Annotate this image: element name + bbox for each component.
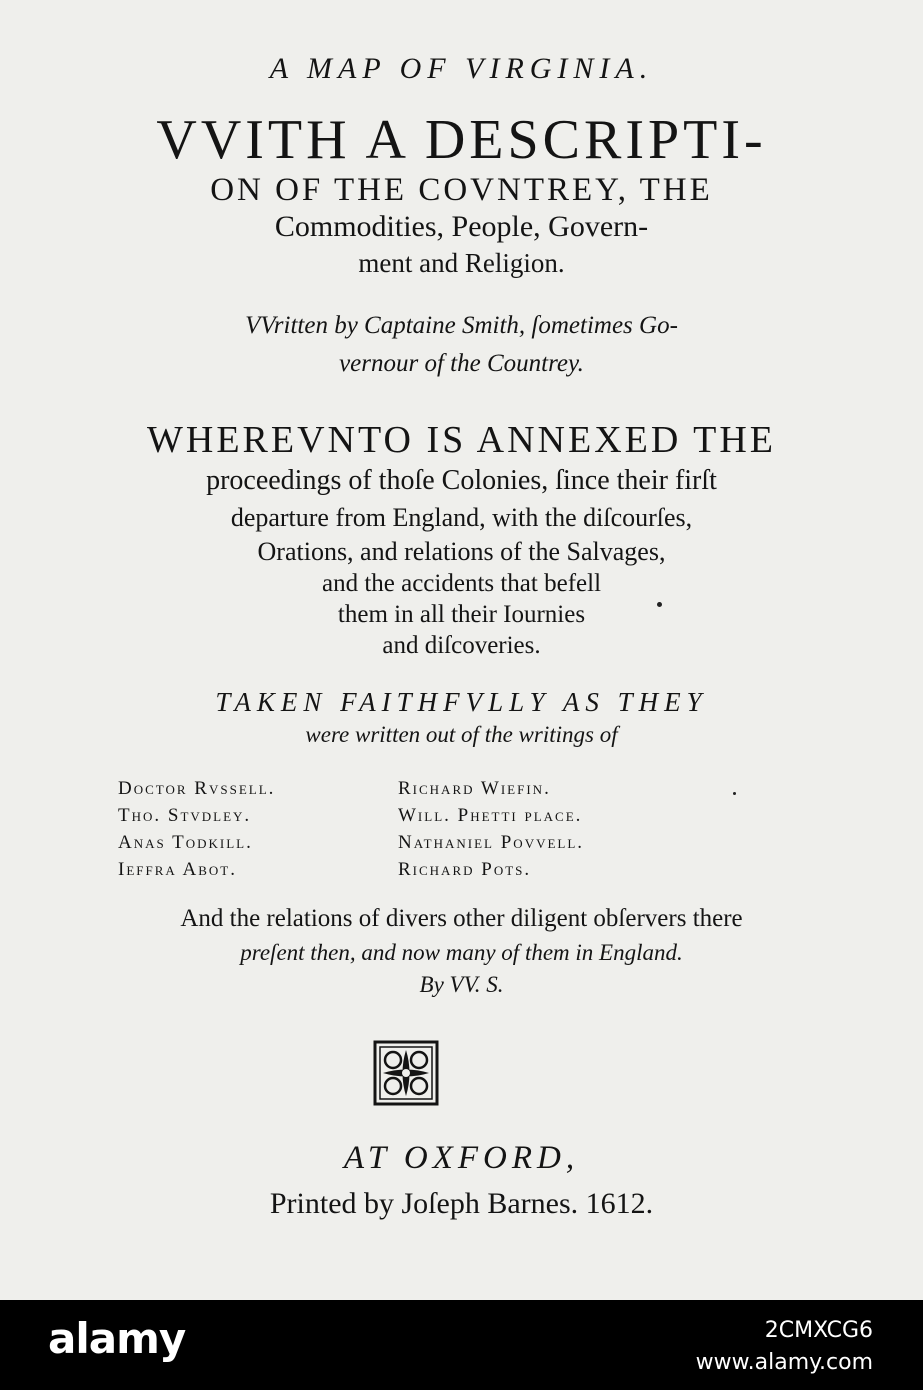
relations-line: preſent then, and now many of them in England. — [240, 940, 683, 965]
subtitle-line: ment and Religion. — [358, 248, 565, 278]
contributor-name: Will. Phetti place. — [398, 805, 583, 826]
relations-signature: By VV. S. — [419, 972, 504, 997]
contributor-name: Nathaniel Povvell. — [398, 832, 585, 853]
contributors-column-right — [398, 778, 584, 886]
contributor-name: Ieffra Abot. — [118, 859, 237, 880]
title-top: A MAP OF VIRGINIA. — [269, 52, 654, 85]
contributors-column-left — [118, 778, 275, 886]
title-main: VVITH A DESCRIPTI- — [156, 109, 767, 171]
subtitle-line: Commodities, People, Govern- — [274, 210, 649, 243]
relations-line: And the relations of divers other diligent obſervers there — [180, 905, 743, 932]
whereunto-line: them in all their Iournies — [337, 601, 586, 628]
taken-line: were written out of the writings of — [305, 722, 618, 747]
watermark-url: www.alamy.com — [695, 1350, 873, 1375]
subtitle-line: ON OF THE COVNTREY, THE — [210, 172, 713, 208]
contributor-name: Doctor Rvssell. — [118, 778, 276, 799]
contributor-name: Richard Wiefin. — [398, 778, 551, 799]
author-line: vernour of the Countrey. — [339, 350, 584, 377]
watermark-logo: alamy — [48, 1314, 186, 1363]
printers-ornament-icon — [373, 1040, 439, 1106]
author-line: VVritten by Captaine Smith, ſometimes Go- — [245, 312, 678, 339]
taken-heading: TAKEN FAITHFVLLY AS THEY — [215, 687, 708, 717]
contributor-name: Anas Todkill. — [118, 832, 253, 853]
imprint-printer: Printed by Joſeph Barnes. 1612. — [269, 1187, 654, 1220]
ink-speck — [657, 602, 662, 607]
contributor-name: Tho. Stvdley. — [118, 805, 252, 826]
contributor-name: Richard Pots. — [398, 859, 532, 880]
whereunto-line: and the accidents that befell — [321, 570, 602, 597]
imprint-place: AT OXFORD, — [343, 1140, 580, 1176]
watermark-image-id: 2CMXCG6 — [764, 1318, 873, 1343]
whereunto-line: and diſcoveries. — [382, 632, 541, 659]
whereunto-line: Orations, and relations of the Salvages, — [257, 537, 666, 566]
whereunto-line: departure from England, with the diſcourſes, — [230, 503, 693, 532]
ink-speck — [733, 792, 736, 795]
whereunto-heading: WHEREVNTO IS ANNEXED THE — [147, 419, 776, 461]
whereunto-line: proceedings of thoſe Colonies, ſince their firſt — [206, 465, 717, 496]
